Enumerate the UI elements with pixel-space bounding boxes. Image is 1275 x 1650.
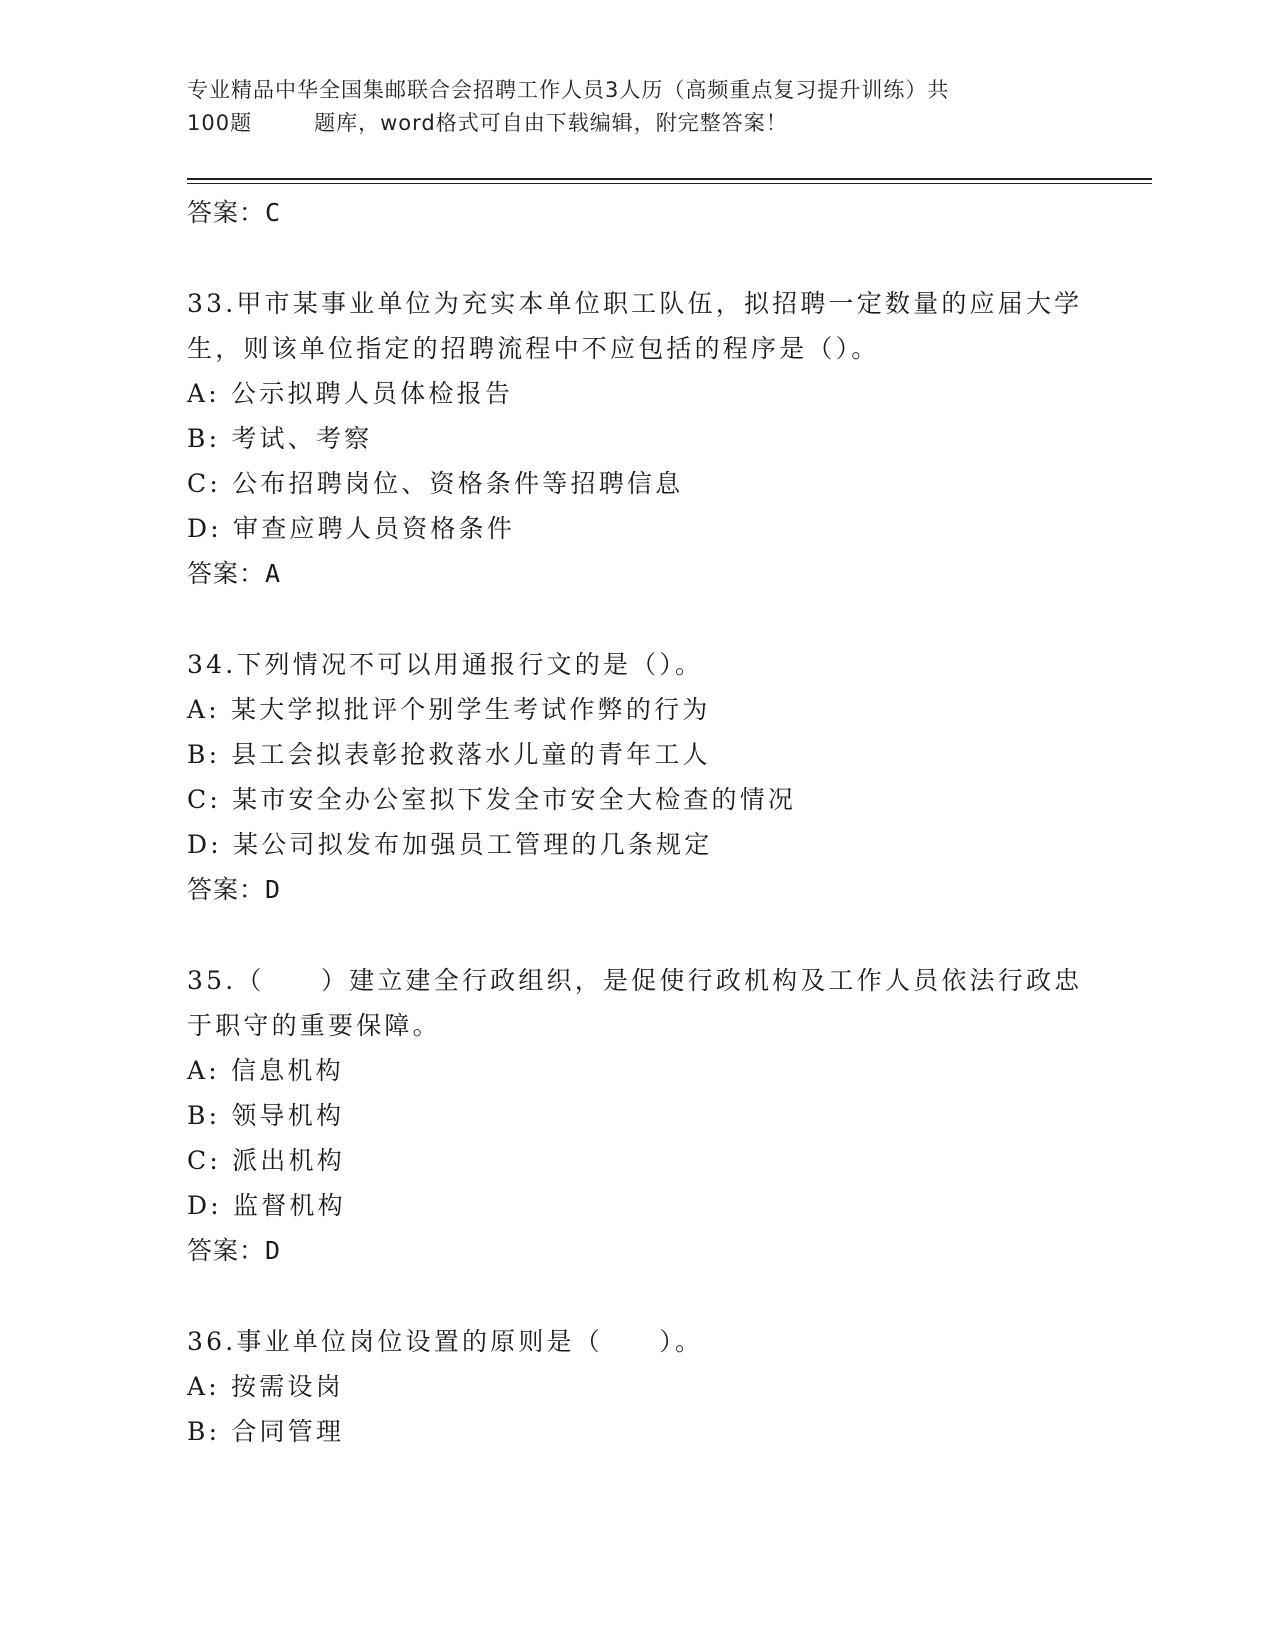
option-a: A: 公示拟聘人员体检报告 — [187, 379, 514, 408]
answer-value: A — [265, 559, 282, 588]
option-b: B: 合同管理 — [187, 1417, 345, 1446]
question-list — [187, 190, 1087, 1454]
option-a: A: 某大学拟批评个别学生考试作弊的行为 — [187, 695, 711, 724]
option-b: B: 领导机构 — [187, 1101, 345, 1130]
option-d: D: 审查应聘人员资格条件 — [187, 514, 516, 543]
option-d: D: 监督机构 — [187, 1191, 346, 1220]
question-stem: 36.事业单位岗位设置的原则是（ ）。 — [187, 1327, 704, 1356]
header-divider — [187, 178, 1152, 180]
answer-label: 答案： — [187, 875, 266, 904]
answer-q33 — [187, 551, 1087, 596]
question-stem: 35.（ ）建立建全行政组织，是促使行政机构及工作人员依法行政忠于职守的重要保障。 — [187, 966, 1083, 1040]
question-34 — [187, 642, 1087, 912]
answer-label: 答案： — [187, 559, 266, 588]
header-description: 题库，word格式可自由下载编辑，附完整答案！ — [314, 111, 788, 135]
answer-q34 — [187, 867, 1087, 912]
question-35 — [187, 958, 1087, 1273]
answer-label: 答案： — [187, 198, 266, 227]
header-divider-secondary — [187, 183, 1152, 184]
document-header — [187, 74, 1087, 140]
option-c: C: 派出机构 — [187, 1146, 345, 1175]
answer-label: 答案： — [187, 1236, 266, 1265]
question-stem: 34.下列情况不可以用通报行文的是（）。 — [187, 650, 704, 679]
option-d: D: 某公司拟发布加强员工管理的几条规定 — [187, 830, 713, 859]
option-a: A: 信息机构 — [187, 1056, 344, 1085]
header-title-line-2 — [187, 107, 1087, 140]
question-stem: 33.甲市某事业单位为充实本单位职工队伍，拟招聘一定数量的应届大学生，则该单位指定的招聘流程中不应包括的程序是（）。 — [187, 289, 1083, 363]
option-c: C: 某市安全办公室拟下发全市安全大检查的情况 — [187, 785, 797, 814]
answer-value: C — [265, 198, 282, 227]
option-b: B: 考试、考察 — [187, 424, 373, 453]
answer-value: D — [265, 1236, 282, 1265]
answer-q32 — [187, 190, 1087, 235]
question-36 — [187, 1319, 1087, 1454]
header-title-line-1: 专业精品中华全国集邮联合会招聘工作人员3人历（高频重点复习提升训练）共 — [187, 78, 950, 102]
option-b: B: 县工会拟表彰抢救落水儿童的青年工人 — [187, 740, 711, 769]
option-c: C: 公布招聘岗位、资格条件等招聘信息 — [187, 469, 684, 498]
answer-value: D — [265, 875, 282, 904]
header-question-count: 100题 — [187, 111, 253, 135]
option-a: A: 按需设岗 — [187, 1372, 344, 1401]
answer-q35 — [187, 1228, 1087, 1273]
question-33 — [187, 281, 1087, 596]
